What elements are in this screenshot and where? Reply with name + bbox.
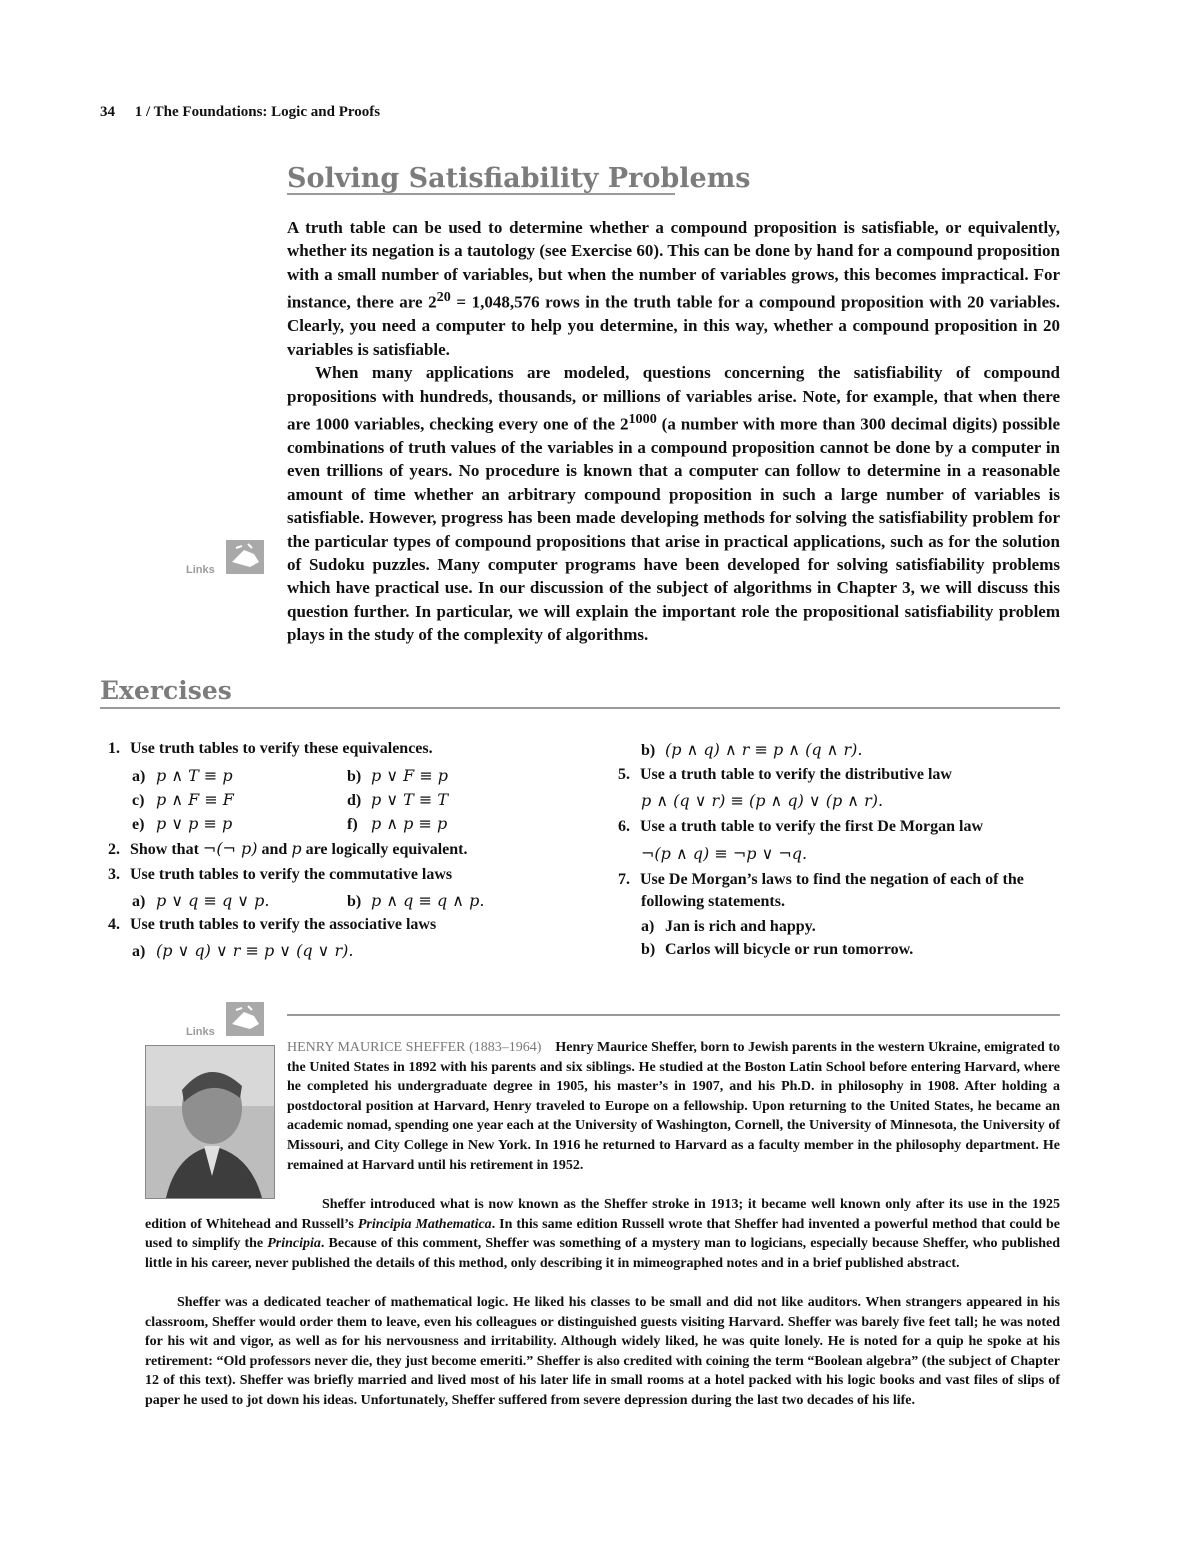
links-label: Links: [186, 564, 215, 576]
exercise-text: Show that: [130, 841, 203, 858]
exercise-text: and: [257, 841, 292, 858]
bio-text: Henry Maurice Sheffer, born to Jewish parents in the western Ukraine, emigrated to the United States in 1892 with his parents and six siblings. He studied at the Boston Latin School before entering Harvard, where he completed his undergraduate degree in 1905, his master’s in 1907, and his Ph.D. in philosophy in 1908. After holding a postdoctoral position at Harvard, Henry traveled to Europe on a fellowship. Upon returning to the United States, he became an academic nomad, spending one year each at the University of Washington, Cornell, the University of Minnesota, the University of Missouri, and City College in New York. In 1916 he returned to Harvard as a faculty member in the philosophy department. He remained at Harvard until his retirement in 1952.: [287, 1040, 1060, 1173]
part-label: b): [347, 893, 362, 910]
math-expr: p ∨ p ≡ p: [156, 814, 233, 833]
exercise-number: 6.: [618, 818, 630, 835]
p2-text-a: When many applications are modeled, questions concerning the satisfiability of compound propositions with hundreds, thousands, or millions of variables arise. Note, for example, that when there are 1000 variables, checking every one of the 2: [287, 363, 1060, 434]
math-expr: p ∧ (q ∨ r) ≡ (p ∧ q) ∨ (p ∧ r).: [641, 791, 884, 810]
exercise-text: following statements.: [641, 893, 785, 910]
math-expr: p: [291, 839, 302, 858]
exercise-3a: [132, 891, 269, 911]
p1-text-a: A truth table can be used to determine whether a compound proposition is satisfiable, or equivalently, whether its negation is a tautology (see Exercise 60). This can be done by hand for a compound proposition with a small number of variables, but when the number of variables grows, this becomes impractical. For instance, there are 2: [287, 218, 1060, 312]
math-expr: (p ∧ q) ∧ r ≡ p ∧ (q ∧ r).: [665, 740, 863, 759]
exercises-rule: [100, 707, 1060, 709]
math-expr: p ∧ q ≡ q ∧ p.: [371, 891, 485, 910]
exercise-text: are logically equivalent.: [301, 841, 468, 858]
bio-paragraph-3: [145, 1293, 1060, 1411]
links-badge[interactable]: [186, 540, 266, 576]
part-label: b): [641, 742, 656, 759]
part-label: a): [641, 918, 655, 935]
part-label: b): [641, 941, 656, 958]
p2-text-b: (a number with more than 300 decimal digits) possible combinations of truth values of the variables in a compound proposition cannot be done by a computer in even trillions of years. No procedure is known that a computer can follow to determine in a reasonable amount of time whether an arbitrary compound proposition in such a large number of variables is satisfiable. However, progress has been made developing methods for solving the satisfiability problem for the particular types of compound propositions that arise in practical applications, such as for the solution of Sudoku puzzles. Many computer programs have been developed for solving satisfiability problems which have practical use. In our discussion of the subject of algorithms in Chapter 3, we will discuss this question further. In particular, we will explain the important role the propositional satisfiability problem plays in the study of the complexity of algorithms.: [287, 414, 1060, 645]
bio-text: Sheffer introduced what is now known as the Sheffer stroke in 1913; it became well known only after its use in the 1925 edition of Whitehead and Russell’s: [145, 1197, 1060, 1232]
exercise-text: Jan is rich and happy.: [665, 918, 816, 935]
exercise-text: Use a truth table to verify the distributive law: [640, 766, 952, 783]
exercise-5: [618, 766, 952, 784]
bio-name: HENRY MAURICE SHEFFER (1883–1964): [287, 1040, 542, 1055]
chapter-title: 1 / The Foundations: Logic and Proofs: [134, 104, 381, 120]
part-label: a): [132, 943, 146, 960]
links-badge[interactable]: [186, 1002, 266, 1038]
paragraph-1: [287, 216, 1060, 361]
exercise-1d: [347, 790, 448, 810]
exercise-number: 3.: [108, 866, 120, 883]
exercises-title: Exercises: [100, 676, 232, 705]
links-label: Links: [186, 1026, 215, 1038]
section-body: [287, 216, 1060, 647]
math-expr: p ∧ p ≡ p: [371, 814, 448, 833]
exercise-4b: [641, 740, 862, 760]
portrait-image: [146, 1046, 274, 1198]
exercise-7-cont: [641, 893, 785, 911]
math-expr: (p ∨ q) ∨ r ≡ p ∨ (q ∨ r).: [156, 941, 354, 960]
math-expr: ¬(p ∧ q) ≡ ¬p ∨ ¬q.: [641, 844, 808, 863]
bio-italic: Principia Mathematica: [357, 1216, 492, 1232]
exercise-text: Use truth tables to verify the commutative laws: [130, 866, 453, 883]
exercise-number: 2.: [108, 841, 120, 858]
part-label: d): [347, 792, 362, 809]
exercise-5-expr: [641, 791, 883, 811]
exercise-2: [108, 839, 468, 859]
part-label: e): [132, 816, 145, 833]
exercise-4a: [132, 941, 353, 961]
p2-superscript: 1000: [628, 410, 657, 427]
paragraph-2: [287, 361, 1060, 647]
exercise-text: Use truth tables to verify the associative laws: [130, 916, 437, 933]
exercise-text: Use truth tables to verify these equivalences.: [130, 740, 433, 757]
exercise-6-expr: [641, 844, 807, 864]
bio-paragraph-1: [287, 1038, 1060, 1175]
part-label: c): [132, 792, 145, 809]
exercise-4: [108, 916, 436, 934]
math-expr: p ∧ T ≡ p: [156, 766, 233, 785]
exercise-number: 1.: [108, 740, 120, 757]
p1-text-b: = 1,048,576 rows in the truth table for a compound proposition with 20 variables. Clearly, you need a computer to help you determine, in this way, whether a compound proposition in 20 variables is satisfiable.: [287, 292, 1060, 359]
exercise-text: Carlos will bicycle or run tomorrow.: [665, 941, 914, 958]
bio-italic: Principia: [267, 1236, 321, 1252]
exercise-1: [108, 740, 433, 758]
exercise-text: Use a truth table to verify the first De Morgan law: [640, 818, 984, 835]
running-head: [100, 104, 380, 121]
bio-paragraph-2: [145, 1195, 1060, 1273]
link-hand-icon: [226, 540, 264, 574]
exercise-1a: [132, 766, 233, 786]
part-label: a): [132, 768, 146, 785]
math-expr: p ∧ F ≡ F: [156, 790, 234, 809]
part-label: a): [132, 893, 146, 910]
exercise-1f: [347, 814, 447, 834]
p1-superscript: 20: [436, 289, 451, 306]
math-expr: p ∨ T ≡ T: [371, 790, 449, 809]
exercise-number: 4.: [108, 916, 120, 933]
bio-text: . In this same edition Russell wrote that Sheffer had invented a powerful method that could be used to simplify the: [145, 1216, 1060, 1252]
exercise-1e: [132, 814, 232, 834]
bio-text: . Because of this comment, Sheffer was something of a mystery man to logicians, especially because Sheffer, who published little in his career, never published the details of this method, only describing it in mimeographed notes and in a brief published abstract.: [145, 1236, 1060, 1271]
exercise-1c: [132, 790, 234, 810]
exercise-1b: [347, 766, 448, 786]
exercise-7: [618, 871, 1024, 889]
bio-text: Sheffer was a dedicated teacher of mathematical logic. He liked his classes to be small and did not like auditors. When strangers appeared in his classroom, Sheffer would order them to leave, even his colleagues or distinguished guests visiting Harvard. Sheffer was barely five feet tall; he was noted for his wit and vigor, as well as for his nervousness and irritability. Although widely liked, he was quite lonely. He is noted for a quip he spoke at his retirement: “Old professors never die, they just become emeriti.” Sheffer is also credited with coining the term “Boolean algebra” (the subject of Chapter 12 of this text). Sheffer was briefly married and lived most of his later life in small rooms at a hotel packed with his logic books and vast files of slips of paper he used to jot down his ideas. Unfortunately, Sheffer suffered from severe depression during the last two decades of his life.: [145, 1295, 1060, 1408]
page-number: 34: [100, 104, 115, 120]
exercise-7b: [641, 941, 913, 959]
part-label: b): [347, 768, 362, 785]
exercise-7a: [641, 918, 816, 936]
part-label: f): [347, 816, 358, 833]
exercise-3b: [347, 891, 484, 911]
biography-rule: [287, 1014, 1060, 1016]
exercise-number: 5.: [618, 766, 630, 783]
sheffer-portrait: [145, 1045, 275, 1199]
exercise-text: Use De Morgan’s laws to find the negation of each of the: [640, 871, 1024, 888]
math-expr: p ∨ F ≡ p: [371, 766, 449, 785]
exercise-3: [108, 866, 452, 884]
section-title: Solving Satisfiability Problems: [287, 163, 751, 194]
section-title-rule: [287, 193, 675, 195]
exercise-6: [618, 818, 983, 836]
link-hand-icon: [226, 1002, 264, 1036]
math-expr: ¬(¬ p): [202, 839, 258, 858]
math-expr: p ∨ q ≡ q ∨ p.: [156, 891, 270, 910]
exercise-number: 7.: [618, 871, 630, 888]
